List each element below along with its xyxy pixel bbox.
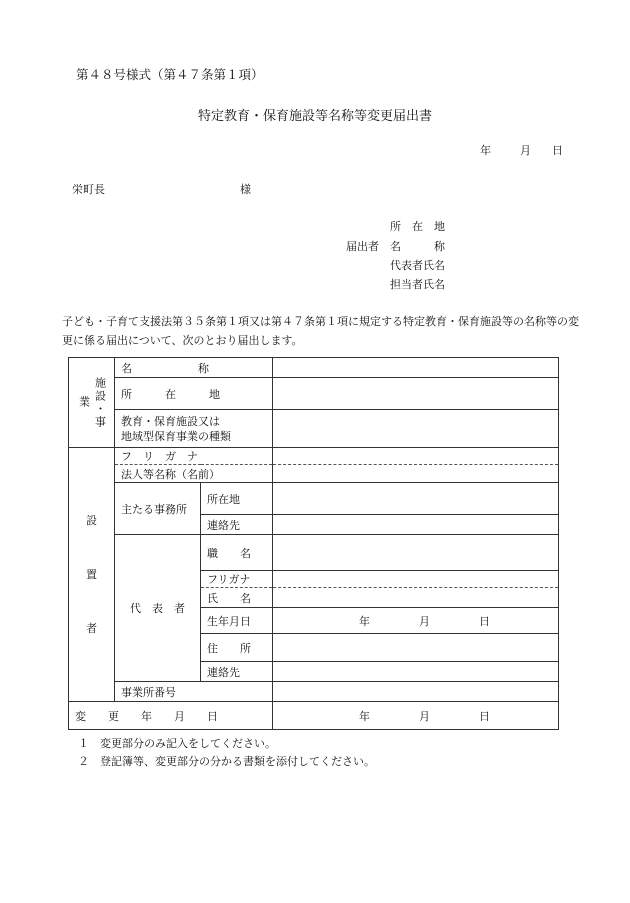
note-2: ２ 登記簿等、変更部分の分かる書類を添付してください。	[78, 755, 375, 768]
corp-furigana-label: フ リ ガ ナ	[115, 448, 273, 465]
applicant-name: 名 称	[390, 240, 445, 253]
representative-label: 代 表 者	[115, 535, 201, 682]
applicant-location: 所 在 地	[390, 220, 445, 233]
birthdate-field[interactable]: 年 月 日	[273, 608, 559, 634]
change-form-table	[68, 357, 559, 730]
submission-date	[480, 142, 563, 158]
rep-name-field[interactable]	[273, 588, 559, 608]
facility-type-label: 教育・保育施設又は 地域型保育事業の種類	[115, 410, 273, 448]
form-number: 第４８号様式（第４７条第１項）	[76, 67, 264, 82]
rep-furigana-label: フリガナ	[201, 571, 273, 588]
note-1: １ 変更部分のみ記入をしてください。	[78, 737, 276, 750]
rep-name-label: 氏 名	[201, 588, 273, 608]
corp-furigana-field[interactable]	[273, 448, 559, 465]
honorific: 様	[240, 183, 251, 196]
date-day: 日	[552, 144, 563, 157]
rep-contact-label: 連絡先	[201, 662, 273, 682]
facility-name-field[interactable]	[273, 358, 559, 378]
office-number-field[interactable]	[273, 682, 559, 702]
applicant-label: 届出者	[346, 240, 379, 253]
office-number-label: 事業所番号	[115, 682, 273, 702]
change-date-field[interactable]: 年 月 日	[273, 702, 559, 730]
facility-location-label: 所 在 地	[115, 378, 273, 410]
job-title-label: 職 名	[201, 535, 273, 571]
address-field[interactable]	[273, 634, 559, 662]
job-title-field[interactable]	[273, 535, 559, 571]
office-location-field[interactable]	[273, 483, 559, 515]
rep-furigana-field[interactable]	[273, 571, 559, 588]
change-date-label: 変 更 年 月 日	[69, 702, 273, 730]
applicant-representative: 代表者氏名	[390, 259, 445, 272]
office-contact-label: 連絡先	[201, 515, 273, 535]
corp-name-label: 法人等名称（名前）	[115, 465, 273, 483]
document-title: 特定教育・保育施設等名称等変更届出書	[197, 109, 432, 124]
facility-location-field[interactable]	[273, 378, 559, 410]
office-location-label: 所在地	[201, 483, 273, 515]
date-year: 年	[480, 144, 491, 157]
date-month: 月	[520, 144, 531, 157]
office-contact-field[interactable]	[273, 515, 559, 535]
rep-contact-field[interactable]	[273, 662, 559, 682]
main-office-label: 主たる事務所	[115, 483, 201, 535]
intro-text: 子ども・子育て支援法第３５条第１項又は第４７条第１項に規定する特定教育・保育施設等の名称等の変更に係る届出について、次のとおり届出します。	[62, 315, 579, 347]
founder-section-label: 設 置 者	[69, 448, 115, 702]
recipient: 栄町長	[72, 183, 105, 196]
corp-name-field[interactable]	[273, 465, 559, 483]
applicant-contact-person: 担当者氏名	[390, 278, 445, 291]
facility-section-label: 施設・事業	[69, 358, 115, 448]
facility-name-label: 名 称	[115, 358, 273, 378]
facility-type-field[interactable]	[273, 410, 559, 448]
birthdate-label: 生年月日	[201, 608, 273, 634]
address-label: 住 所	[201, 634, 273, 662]
